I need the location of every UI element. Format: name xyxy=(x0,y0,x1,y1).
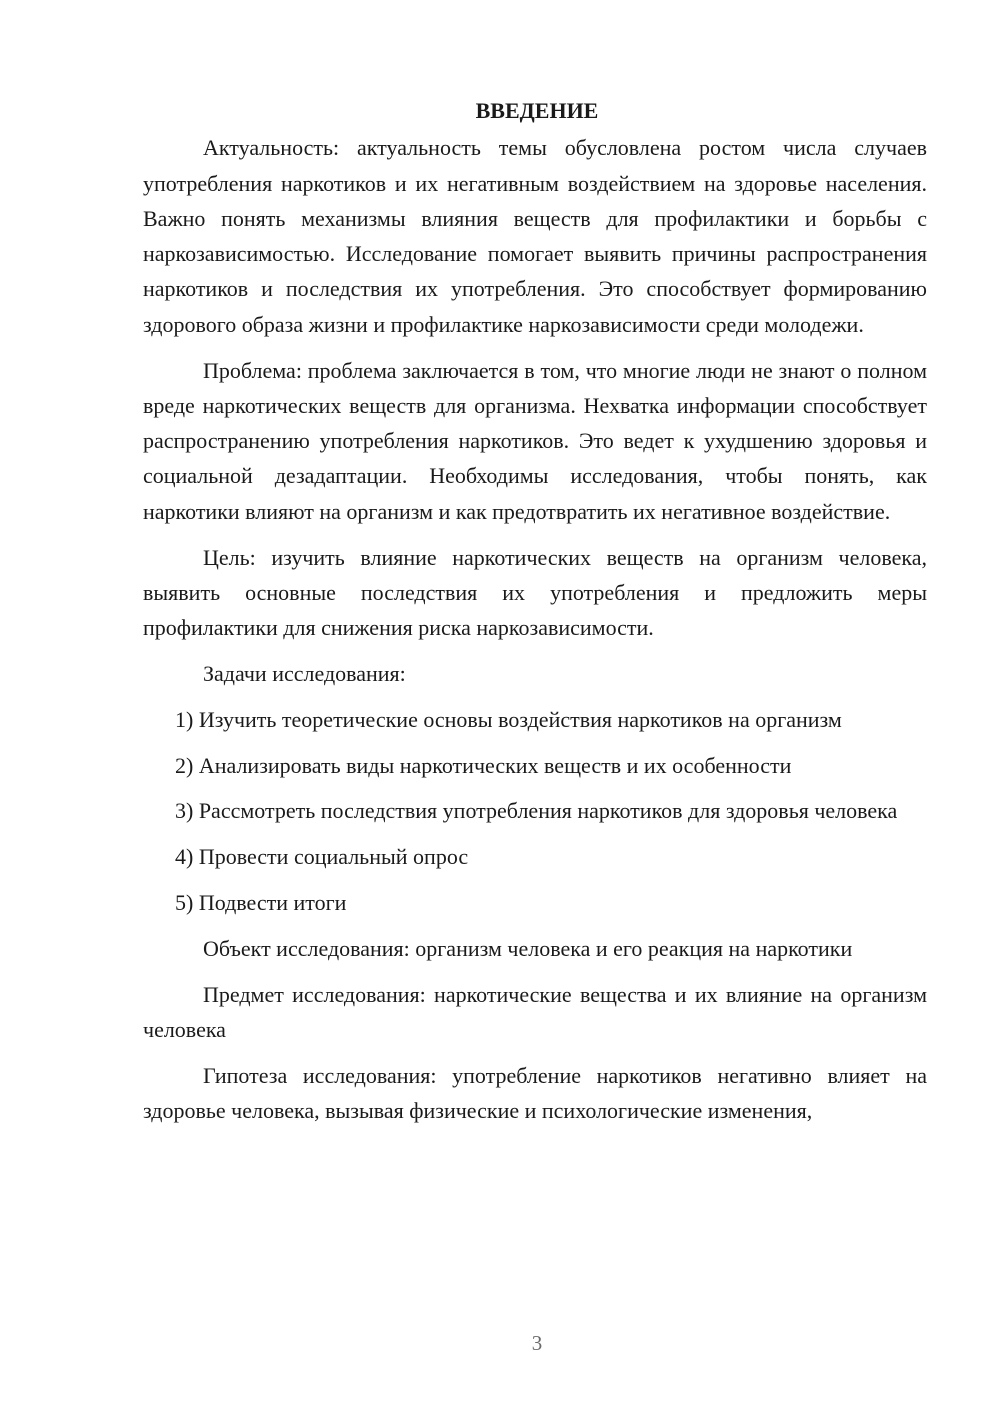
page-number: 3 xyxy=(531,1331,543,1355)
task-item-2: 2) Анализировать виды наркотических веществ и их особенности xyxy=(175,752,792,778)
task-item-3: 3) Рассмотреть последствия употребления наркотиков для здоровья человека xyxy=(175,798,898,824)
section-title: ВВЕДЕНИЕ xyxy=(475,98,599,123)
paragraph-tasks-heading: Задачи исследования: xyxy=(203,660,406,686)
paragraph-goal: Цель: изучить влияние наркотических веществ на организм человека, выявить основные последствия их употребления и предложить меры профилактики для снижения риска наркозависимости. xyxy=(143,544,927,641)
paragraph-subject: Предмет исследования: наркотические вещества и их влияние на организм человека xyxy=(143,981,927,1042)
paragraph-hypothesis: Гипотеза исследования: употребление наркотиков негативно влияет на здоровье человека, вызывая физические и психологические изменения, xyxy=(143,1062,927,1123)
paragraph-object: Объект исследования: организм человека и его реакция на наркотики xyxy=(203,935,853,961)
document-body xyxy=(143,93,927,1128)
paragraph-problem: Проблема: проблема заключается в том, что многие люди не знают о полном вреде наркотических веществ для организма. Нехватка информации способствует распространению употребления наркотиков. Это ведет к ухудшению здоровья и социальной дезадаптации. Необходимы исследования, чтобы понять, как наркотики влияют на организм и как предотвратить их негативное воздействие. xyxy=(143,357,927,524)
task-item-5: 5) Подвести итоги xyxy=(175,889,347,915)
task-item-4: 4) Провести социальный опрос xyxy=(175,844,469,870)
task-item-1: 1) Изучить теоретические основы воздействия наркотиков на организм xyxy=(175,706,842,732)
paragraph-relevance: Актуальность: актуальность темы обусловлена ростом числа случаев употребления наркотиков и их негативным воздействием на здоровье населения. Важно понять механизмы влияния веществ для профилактики и борьбы с наркозависимостью. Исследование помогает выявить причины распространения наркотиков и последствия их употребления. Это способствует формированию здорового образа жизни и профилактике наркозависимости среди молодежи. xyxy=(143,135,927,337)
